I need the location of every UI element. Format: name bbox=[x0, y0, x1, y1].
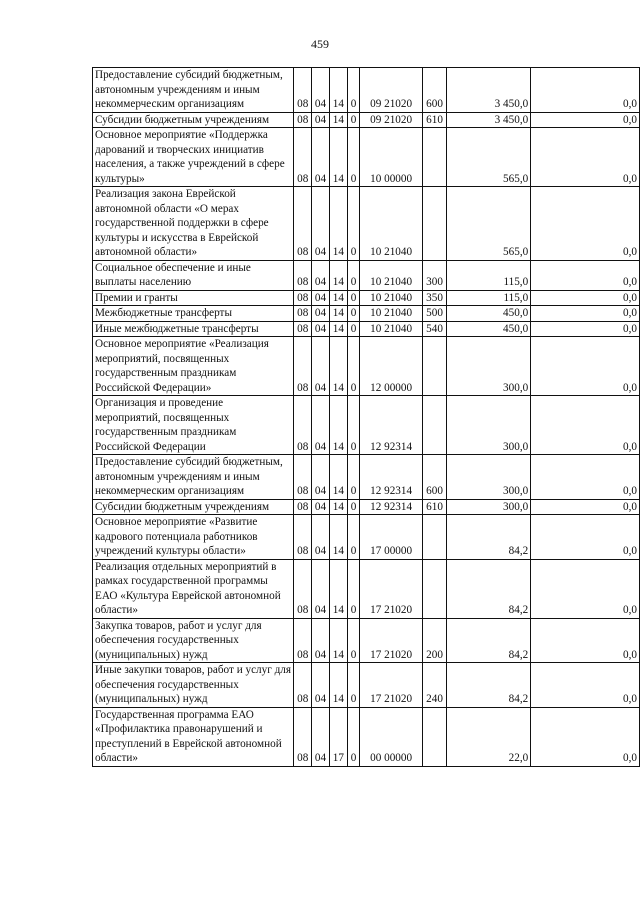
section-code-cell: 08 bbox=[294, 128, 312, 187]
program-code-cell: 14 bbox=[329, 455, 347, 500]
table-row bbox=[93, 321, 640, 337]
expense-name-cell: Предоставление субсидий бюджетным, автономным учреждениям и иным некоммерческим организациям bbox=[93, 455, 294, 500]
expense-name-cell: Организация и проведение мероприятий, посвященных государственным праздникам Российской Федерации bbox=[93, 396, 294, 455]
table-row bbox=[93, 187, 640, 261]
amount-second-cell: 0,0 bbox=[531, 321, 640, 337]
subsection-code-cell: 04 bbox=[312, 499, 330, 515]
amount-cell: 300,0 bbox=[447, 499, 531, 515]
subprogram-code-cell: 0 bbox=[347, 321, 360, 337]
amount-second-cell: 0,0 bbox=[531, 128, 640, 187]
subprogram-code-cell: 0 bbox=[347, 559, 360, 618]
expense-type-code-cell bbox=[422, 396, 447, 455]
program-code-cell: 14 bbox=[329, 618, 347, 663]
subprogram-code-cell: 0 bbox=[347, 396, 360, 455]
target-article-code-cell: 12 92314 bbox=[360, 499, 422, 515]
subprogram-code-cell: 0 bbox=[347, 306, 360, 322]
amount-cell: 450,0 bbox=[447, 306, 531, 322]
subsection-code-cell: 04 bbox=[312, 515, 330, 560]
subsection-code-cell: 04 bbox=[312, 260, 330, 290]
subsection-code-cell: 04 bbox=[312, 618, 330, 663]
amount-cell: 22,0 bbox=[447, 707, 531, 766]
expense-name-cell: Иные межбюджетные трансферты bbox=[93, 321, 294, 337]
table-row bbox=[93, 337, 640, 396]
amount-second-cell: 0,0 bbox=[531, 618, 640, 663]
amount-second-cell: 0,0 bbox=[531, 396, 640, 455]
section-code-cell: 08 bbox=[294, 187, 312, 261]
target-article-code-cell: 10 21040 bbox=[360, 306, 422, 322]
program-code-cell: 14 bbox=[329, 68, 347, 113]
subprogram-code-cell: 0 bbox=[347, 499, 360, 515]
table-row bbox=[93, 260, 640, 290]
program-code-cell: 14 bbox=[329, 112, 347, 128]
target-article-code-cell: 10 21040 bbox=[360, 187, 422, 261]
program-code-cell: 14 bbox=[329, 663, 347, 708]
amount-second-cell: 0,0 bbox=[531, 68, 640, 113]
expense-name-cell: Реализация отдельных мероприятий в рамках государственной программы ЕАО «Культура Еврейской автономной области» bbox=[93, 559, 294, 618]
subprogram-code-cell: 0 bbox=[347, 515, 360, 560]
target-article-code-cell: 12 92314 bbox=[360, 396, 422, 455]
amount-second-cell: 0,0 bbox=[531, 290, 640, 306]
amount-second-cell: 0,0 bbox=[531, 306, 640, 322]
subsection-code-cell: 04 bbox=[312, 306, 330, 322]
subsection-code-cell: 04 bbox=[312, 663, 330, 708]
target-article-code-cell: 09 21020 bbox=[360, 68, 422, 113]
subsection-code-cell: 04 bbox=[312, 68, 330, 113]
expense-name-cell: Реализация закона Еврейской автономной области «О мерах государственной поддержки в сфере культуры и искусства в Еврейской автономной области» bbox=[93, 187, 294, 261]
amount-cell: 115,0 bbox=[447, 290, 531, 306]
subprogram-code-cell: 0 bbox=[347, 112, 360, 128]
table-row bbox=[93, 290, 640, 306]
subsection-code-cell: 04 bbox=[312, 290, 330, 306]
amount-second-cell: 0,0 bbox=[531, 112, 640, 128]
expense-type-code-cell bbox=[422, 515, 447, 560]
target-article-code-cell: 17 21020 bbox=[360, 663, 422, 708]
section-code-cell: 08 bbox=[294, 515, 312, 560]
amount-second-cell: 0,0 bbox=[531, 707, 640, 766]
program-code-cell: 14 bbox=[329, 128, 347, 187]
table-row bbox=[93, 559, 640, 618]
table-row bbox=[93, 396, 640, 455]
table-row bbox=[93, 455, 640, 500]
table-body bbox=[93, 68, 640, 767]
expense-name-cell: Предоставление субсидий бюджетным, автономным учреждениям и иным некоммерческим организациям bbox=[93, 68, 294, 113]
program-code-cell: 14 bbox=[329, 559, 347, 618]
amount-cell: 84,2 bbox=[447, 618, 531, 663]
section-code-cell: 08 bbox=[294, 337, 312, 396]
expense-name-cell: Субсидии бюджетным учреждениям bbox=[93, 499, 294, 515]
amount-second-cell: 0,0 bbox=[531, 663, 640, 708]
amount-second-cell: 0,0 bbox=[531, 337, 640, 396]
target-article-code-cell: 10 00000 bbox=[360, 128, 422, 187]
section-code-cell: 08 bbox=[294, 455, 312, 500]
program-code-cell: 14 bbox=[329, 396, 347, 455]
program-code-cell: 14 bbox=[329, 187, 347, 261]
amount-cell: 3 450,0 bbox=[447, 112, 531, 128]
table-row bbox=[93, 707, 640, 766]
target-article-code-cell: 10 21040 bbox=[360, 260, 422, 290]
expense-type-code-cell: 600 bbox=[422, 455, 447, 500]
subsection-code-cell: 04 bbox=[312, 187, 330, 261]
section-code-cell: 08 bbox=[294, 290, 312, 306]
expense-type-code-cell: 240 bbox=[422, 663, 447, 708]
section-code-cell: 08 bbox=[294, 68, 312, 113]
amount-second-cell: 0,0 bbox=[531, 260, 640, 290]
table-row bbox=[93, 515, 640, 560]
table-row bbox=[93, 306, 640, 322]
expense-name-cell: Основное мероприятие «Реализация мероприятий, посвященных государственным праздникам Российской Федерации» bbox=[93, 337, 294, 396]
expense-type-code-cell bbox=[422, 559, 447, 618]
target-article-code-cell: 12 00000 bbox=[360, 337, 422, 396]
table-row bbox=[93, 499, 640, 515]
expense-name-cell: Государственная программа ЕАО «Профилактика правонарушений и преступлений в Еврейской автономной области» bbox=[93, 707, 294, 766]
program-code-cell: 17 bbox=[329, 707, 347, 766]
program-code-cell: 14 bbox=[329, 260, 347, 290]
expense-type-code-cell bbox=[422, 707, 447, 766]
amount-cell: 84,2 bbox=[447, 515, 531, 560]
target-article-code-cell: 10 21040 bbox=[360, 321, 422, 337]
subprogram-code-cell: 0 bbox=[347, 618, 360, 663]
section-code-cell: 08 bbox=[294, 618, 312, 663]
section-code-cell: 08 bbox=[294, 499, 312, 515]
subprogram-code-cell: 0 bbox=[347, 337, 360, 396]
program-code-cell: 14 bbox=[329, 321, 347, 337]
amount-second-cell: 0,0 bbox=[531, 187, 640, 261]
section-code-cell: 08 bbox=[294, 321, 312, 337]
amount-cell: 3 450,0 bbox=[447, 68, 531, 113]
amount-cell: 84,2 bbox=[447, 663, 531, 708]
program-code-cell: 14 bbox=[329, 515, 347, 560]
amount-second-cell: 0,0 bbox=[531, 559, 640, 618]
table-row bbox=[93, 663, 640, 708]
expense-name-cell: Субсидии бюджетным учреждениям bbox=[93, 112, 294, 128]
expense-type-code-cell: 610 bbox=[422, 499, 447, 515]
table-row bbox=[93, 618, 640, 663]
amount-cell: 450,0 bbox=[447, 321, 531, 337]
section-code-cell: 08 bbox=[294, 396, 312, 455]
subsection-code-cell: 04 bbox=[312, 559, 330, 618]
expense-type-code-cell: 350 bbox=[422, 290, 447, 306]
program-code-cell: 14 bbox=[329, 306, 347, 322]
expense-name-cell: Социальное обеспечение и иные выплаты населению bbox=[93, 260, 294, 290]
expense-type-code-cell: 500 bbox=[422, 306, 447, 322]
expense-type-code-cell: 600 bbox=[422, 68, 447, 113]
section-code-cell: 08 bbox=[294, 707, 312, 766]
page-number: 459 bbox=[311, 37, 329, 51]
section-code-cell: 08 bbox=[294, 559, 312, 618]
table-row bbox=[93, 112, 640, 128]
subprogram-code-cell: 0 bbox=[347, 707, 360, 766]
amount-cell: 84,2 bbox=[447, 559, 531, 618]
target-article-code-cell: 17 00000 bbox=[360, 515, 422, 560]
amount-second-cell: 0,0 bbox=[531, 515, 640, 560]
target-article-code-cell: 09 21020 bbox=[360, 112, 422, 128]
subsection-code-cell: 04 bbox=[312, 396, 330, 455]
expense-type-code-cell: 610 bbox=[422, 112, 447, 128]
expense-name-cell: Премии и гранты bbox=[93, 290, 294, 306]
subprogram-code-cell: 0 bbox=[347, 260, 360, 290]
subprogram-code-cell: 0 bbox=[347, 128, 360, 187]
expense-type-code-cell bbox=[422, 337, 447, 396]
subsection-code-cell: 04 bbox=[312, 321, 330, 337]
amount-cell: 115,0 bbox=[447, 260, 531, 290]
expense-type-code-cell bbox=[422, 187, 447, 261]
subprogram-code-cell: 0 bbox=[347, 68, 360, 113]
amount-cell: 565,0 bbox=[447, 187, 531, 261]
target-article-code-cell: 00 00000 bbox=[360, 707, 422, 766]
subsection-code-cell: 04 bbox=[312, 455, 330, 500]
subsection-code-cell: 04 bbox=[312, 128, 330, 187]
subsection-code-cell: 04 bbox=[312, 112, 330, 128]
expense-name-cell: Закупка товаров, работ и услуг для обеспечения государственных (муниципальных) нужд bbox=[93, 618, 294, 663]
expense-type-code-cell bbox=[422, 128, 447, 187]
amount-cell: 300,0 bbox=[447, 455, 531, 500]
subprogram-code-cell: 0 bbox=[347, 187, 360, 261]
expense-name-cell: Основное мероприятие «Развитие кадрового потенциала работников учреждений культуры области» bbox=[93, 515, 294, 560]
subsection-code-cell: 04 bbox=[312, 707, 330, 766]
expense-type-code-cell: 300 bbox=[422, 260, 447, 290]
amount-second-cell: 0,0 bbox=[531, 499, 640, 515]
expense-name-cell: Иные закупки товаров, работ и услуг для обеспечения государственных (муниципальных) нужд bbox=[93, 663, 294, 708]
target-article-code-cell: 17 21020 bbox=[360, 559, 422, 618]
section-code-cell: 08 bbox=[294, 663, 312, 708]
amount-second-cell: 0,0 bbox=[531, 455, 640, 500]
subprogram-code-cell: 0 bbox=[347, 290, 360, 306]
target-article-code-cell: 10 21040 bbox=[360, 290, 422, 306]
subprogram-code-cell: 0 bbox=[347, 455, 360, 500]
program-code-cell: 14 bbox=[329, 337, 347, 396]
section-code-cell: 08 bbox=[294, 260, 312, 290]
table-row bbox=[93, 68, 640, 113]
amount-cell: 300,0 bbox=[447, 396, 531, 455]
budget-table bbox=[92, 67, 640, 767]
section-code-cell: 08 bbox=[294, 306, 312, 322]
subsection-code-cell: 04 bbox=[312, 337, 330, 396]
table-row bbox=[93, 128, 640, 187]
section-code-cell: 08 bbox=[294, 112, 312, 128]
target-article-code-cell: 12 92314 bbox=[360, 455, 422, 500]
program-code-cell: 14 bbox=[329, 499, 347, 515]
subprogram-code-cell: 0 bbox=[347, 663, 360, 708]
program-code-cell: 14 bbox=[329, 290, 347, 306]
expense-name-cell: Основное мероприятие «Поддержка дарований и творческих инициатив населения, а также учреждений в сфере культуры» bbox=[93, 128, 294, 187]
amount-cell: 565,0 bbox=[447, 128, 531, 187]
amount-cell: 300,0 bbox=[447, 337, 531, 396]
target-article-code-cell: 17 21020 bbox=[360, 618, 422, 663]
expense-type-code-cell: 540 bbox=[422, 321, 447, 337]
expense-name-cell: Межбюджетные трансферты bbox=[93, 306, 294, 322]
expense-type-code-cell: 200 bbox=[422, 618, 447, 663]
